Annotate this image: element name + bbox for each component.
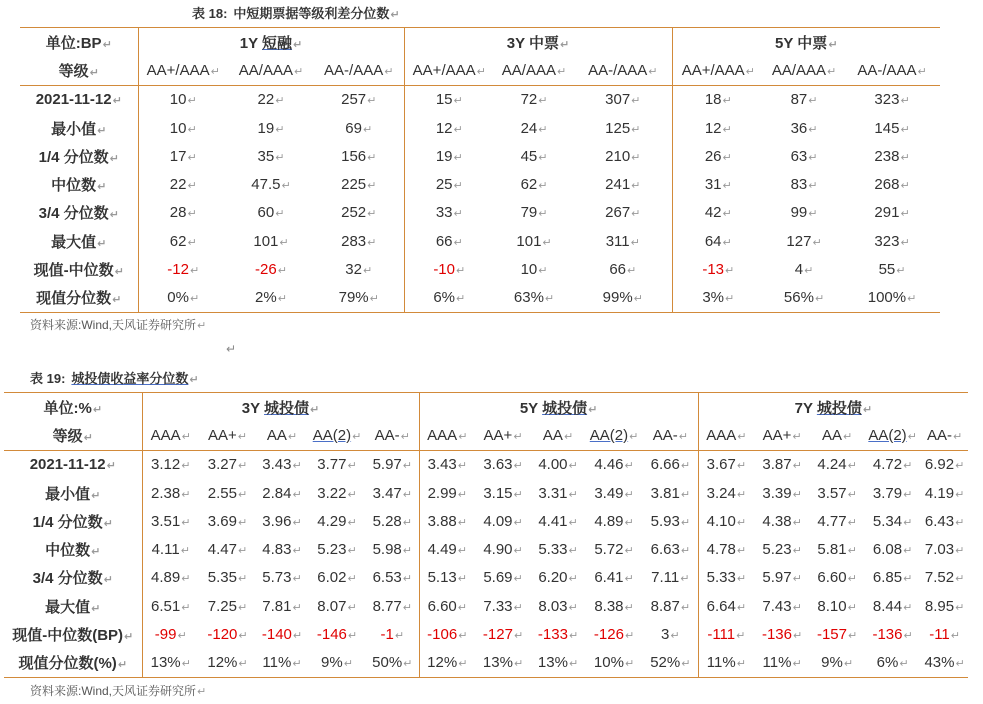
table18-cell: 69 ↵ (314, 114, 404, 142)
table19-cell: 9% ↵ (810, 649, 864, 678)
table18-row-label: 现值-中位数 ↵ (20, 255, 138, 283)
table18-cell: 323 ↵ (844, 85, 940, 114)
table18-cell: 241 ↵ (574, 170, 672, 198)
table19-subheader: AAA ↵ (142, 421, 199, 450)
table19-cell: 9% ↵ (308, 649, 366, 678)
table19-cell: 3.87 ↵ (754, 450, 810, 479)
table19-cell: 4.83 ↵ (256, 535, 308, 563)
table18-cell: 125 ↵ (574, 114, 672, 142)
table19-cell: 4.09 ↵ (475, 507, 531, 535)
table19-cell: 5.73 ↵ (256, 564, 308, 592)
table18-subheader: AA/AAA ↵ (494, 56, 574, 85)
table19-cell: -126 ↵ (585, 620, 643, 648)
table18-row (20, 85, 940, 114)
table18-cell: 101 ↵ (228, 227, 314, 255)
table19-cell: 4.78 ↵ (698, 535, 754, 563)
table19-group-7y: 7Y 城投债 ↵ (698, 393, 968, 422)
table19-cell: -99 ↵ (142, 620, 199, 648)
table19-cell: 4.19 ↵ (921, 479, 968, 507)
table19-cell: 6.08 ↵ (864, 535, 921, 563)
table19-cell: 4.89 ↵ (142, 564, 199, 592)
table19-subheader: AA ↵ (256, 421, 308, 450)
table18-cell: 127 ↵ (764, 227, 844, 255)
table19-subheader: AA(2) ↵ (864, 421, 921, 450)
table19-cell: 10% ↵ (585, 649, 643, 678)
table19-cell: 7.52 ↵ (921, 564, 968, 592)
table19-cell: 4.72 ↵ (864, 450, 921, 479)
table19-row (4, 535, 968, 563)
table18-cell: 12 ↵ (672, 114, 764, 142)
table19-cell: -106 ↵ (419, 620, 475, 648)
table19-cell: 6.53 ↵ (366, 564, 419, 592)
table19-cell: 5.34 ↵ (864, 507, 921, 535)
table18-row-label: 最小值 ↵ (20, 114, 138, 142)
table19-cell: 5.33 ↵ (531, 535, 585, 563)
table19-cell: 2.84 ↵ (256, 479, 308, 507)
table19-row-label: 3/4 分位数 ↵ (4, 564, 142, 592)
table18-cell: 225 ↵ (314, 170, 404, 198)
table19-grade-label: 等级 ↵ (4, 421, 142, 450)
table18-row-label: 现值分位数 ↵ (20, 284, 138, 313)
table19-cell: 52% ↵ (643, 649, 698, 678)
table19-cell: 4.41 ↵ (531, 507, 585, 535)
table18-cell: 19 ↵ (228, 114, 314, 142)
table19-cell: 3.43 ↵ (256, 450, 308, 479)
table19-row (4, 592, 968, 620)
table19-cell: 13% ↵ (475, 649, 531, 678)
table18-cell: 42 ↵ (672, 199, 764, 227)
table19-cell: 5.97 ↵ (754, 564, 810, 592)
table19-cell: -136 ↵ (754, 620, 810, 648)
table18-row (20, 255, 940, 283)
table19-cell: 8.87 ↵ (643, 592, 698, 620)
table18-cell: 252 ↵ (314, 199, 404, 227)
table19-cell: 6.60 ↵ (810, 564, 864, 592)
table18-group-5y: 5Y 中票 ↵ (672, 28, 940, 57)
table18-cell: 55 ↵ (844, 255, 940, 283)
table19-row-label: 2021-11-12 ↵ (4, 450, 142, 479)
table18-cell: 47.5 ↵ (228, 170, 314, 198)
table19-cell: 5.72 ↵ (585, 535, 643, 563)
table19-cell: 4.46 ↵ (585, 450, 643, 479)
table18-cell: -10 ↵ (404, 255, 494, 283)
table19-row-label: 现值-中位数(BP) ↵ (4, 620, 142, 648)
table19-cell: 8.03 ↵ (531, 592, 585, 620)
table18-row (20, 199, 940, 227)
table19-cell: 7.03 ↵ (921, 535, 968, 563)
table19-subheader-row (4, 421, 968, 450)
table18-cell: 6% ↵ (404, 284, 494, 313)
table19-cell: 6.85 ↵ (864, 564, 921, 592)
table19-cell: 3.81 ↵ (643, 479, 698, 507)
table18-cell: -26 ↵ (228, 255, 314, 283)
table18-cell: 79 ↵ (494, 199, 574, 227)
table19-cell: 6.51 ↵ (142, 592, 199, 620)
table18-cell: 60 ↵ (228, 199, 314, 227)
table18-caption (192, 3, 400, 22)
table19-cell: 4.90 ↵ (475, 535, 531, 563)
table18-caption-title: 中短期票据等级利差分位数 (233, 6, 390, 21)
table19-cell: 3.47 ↵ (366, 479, 419, 507)
table19-cell: 3.31 ↵ (531, 479, 585, 507)
table19-cell: 5.23 ↵ (308, 535, 366, 563)
table19-cell: 11% ↵ (754, 649, 810, 678)
table19-cell: -127 ↵ (475, 620, 531, 648)
table19-cell: 6.66 ↵ (643, 450, 698, 479)
table19-cell: 5.93 ↵ (643, 507, 698, 535)
table18-group-3y: 3Y 中票 ↵ (404, 28, 672, 57)
table19-cell: 2.55 ↵ (199, 479, 256, 507)
table19-cell: 5.23 ↵ (754, 535, 810, 563)
table18-cell: 56% ↵ (764, 284, 844, 313)
table19-row (4, 649, 968, 678)
table19-cell: 3.12 ↵ (142, 450, 199, 479)
table18-cell: 87 ↵ (764, 85, 844, 114)
table19-cell: 11% ↵ (698, 649, 754, 678)
table19-subheader: AA(2) ↵ (585, 421, 643, 450)
table19-subheader: AA- ↵ (643, 421, 698, 450)
table19-cell: 5.33 ↵ (698, 564, 754, 592)
table19-cell: 8.38 ↵ (585, 592, 643, 620)
table18-row-label: 2021-11-12 ↵ (20, 85, 138, 114)
table18-subheader: AA-/AAA ↵ (844, 56, 940, 85)
table18-row (20, 227, 940, 255)
table18-subheader: AA/AAA ↵ (764, 56, 844, 85)
table19-cell: 8.10 ↵ (810, 592, 864, 620)
table18 (20, 27, 940, 313)
table19-cell: 6% ↵ (864, 649, 921, 678)
table19-subheader: AA(2) ↵ (308, 421, 366, 450)
table19-cell: 4.00 ↵ (531, 450, 585, 479)
table18-cell: 17 ↵ (138, 142, 228, 170)
table18-cell: 24 ↵ (494, 114, 574, 142)
table19-row-label: 中位数 ↵ (4, 535, 142, 563)
table18-cell: 12 ↵ (404, 114, 494, 142)
table19-row (4, 450, 968, 479)
table19-subheader: AA+ ↵ (754, 421, 810, 450)
table18-row (20, 284, 940, 313)
table19-cell: 4.11 ↵ (142, 535, 199, 563)
table19-row-label: 最小值 ↵ (4, 479, 142, 507)
table19-cell: 2.99 ↵ (419, 479, 475, 507)
table19-cell: 13% ↵ (142, 649, 199, 678)
table19-subheader: AAA ↵ (698, 421, 754, 450)
table19-caption-number: 表 19: (30, 371, 66, 386)
table18-cell: 28 ↵ (138, 199, 228, 227)
table19-group-header-row (4, 393, 968, 422)
table18-subheader-row (20, 56, 940, 85)
table18-subheader: AA/AAA ↵ (228, 56, 314, 85)
table19-cell: 3.67 ↵ (698, 450, 754, 479)
table19-cell: 7.43 ↵ (754, 592, 810, 620)
table19-cell: -133 ↵ (531, 620, 585, 648)
table19-cell: 6.20 ↵ (531, 564, 585, 592)
table18-cell: 33 ↵ (404, 199, 494, 227)
table18-cell: 10 ↵ (138, 114, 228, 142)
table19-cell: 5.28 ↵ (366, 507, 419, 535)
table18-row-label: 最大值 ↵ (20, 227, 138, 255)
table18-subheader: AA-/AAA ↵ (574, 56, 672, 85)
table18-cell: 22 ↵ (138, 170, 228, 198)
table18-cell: -13 ↵ (672, 255, 764, 283)
table19-cell: 11% ↵ (256, 649, 308, 678)
table19-cell: 7.81 ↵ (256, 592, 308, 620)
table19-row-label: 最大值 ↵ (4, 592, 142, 620)
table19-cell: 3.27 ↵ (199, 450, 256, 479)
table19-cell: 3.79 ↵ (864, 479, 921, 507)
table18-cell: 268 ↵ (844, 170, 940, 198)
table18-cell: 267 ↵ (574, 199, 672, 227)
table18-cell: 145 ↵ (844, 114, 940, 142)
table19-cell: 6.63 ↵ (643, 535, 698, 563)
table19-row-label: 1/4 分位数 ↵ (4, 507, 142, 535)
table19-cell: 6.02 ↵ (308, 564, 366, 592)
table19-cell: 3.43 ↵ (419, 450, 475, 479)
table19-cell: 3.22 ↵ (308, 479, 366, 507)
table19-cell: 7.33 ↵ (475, 592, 531, 620)
table18-cell: 10 ↵ (494, 255, 574, 283)
table19-cell: 4.77 ↵ (810, 507, 864, 535)
table18-cell: 32 ↵ (314, 255, 404, 283)
table19-cell: 3.88 ↵ (419, 507, 475, 535)
table19-cell: -146 ↵ (308, 620, 366, 648)
table18-cell: 257 ↵ (314, 85, 404, 114)
table19-row (4, 507, 968, 535)
table19-cell: 3.63 ↵ (475, 450, 531, 479)
table19-cell: -136 ↵ (864, 620, 921, 648)
table18-row (20, 114, 940, 142)
table19-group-5y: 5Y 城投债 ↵ (419, 393, 698, 422)
table18-cell: 291 ↵ (844, 199, 940, 227)
table19-cell: 2.38 ↵ (142, 479, 199, 507)
table18-cell: 83 ↵ (764, 170, 844, 198)
table19-cell: -140 ↵ (256, 620, 308, 648)
table19-cell: 8.07 ↵ (308, 592, 366, 620)
table19-cell: 43% ↵ (921, 649, 968, 678)
table19-cell: 6.43 ↵ (921, 507, 968, 535)
table18-cell: 210 ↵ (574, 142, 672, 170)
table18-cell: 156 ↵ (314, 142, 404, 170)
table18-group-1y: 1Y 短融 ↵ (138, 28, 404, 57)
table18-cell: -12 ↵ (138, 255, 228, 283)
table18-cell: 66 ↵ (404, 227, 494, 255)
table19-cell: 3.69 ↵ (199, 507, 256, 535)
table19-cell: 6.41 ↵ (585, 564, 643, 592)
table18-row-label: 1/4 分位数 ↵ (20, 142, 138, 170)
table18-cell: 2% ↵ (228, 284, 314, 313)
table18-cell: 22 ↵ (228, 85, 314, 114)
table18-row-label: 中位数 ↵ (20, 170, 138, 198)
table18-cell: 323 ↵ (844, 227, 940, 255)
table19-cell: 3.57 ↵ (810, 479, 864, 507)
table19-cell: 6.64 ↵ (698, 592, 754, 620)
table18-cell: 15 ↵ (404, 85, 494, 114)
table19-subheader: AA- ↵ (366, 421, 419, 450)
table19-cell: 8.44 ↵ (864, 592, 921, 620)
table19-cell: 13% ↵ (531, 649, 585, 678)
table18-cell: 99 ↵ (764, 199, 844, 227)
table18-cell: 99% ↵ (574, 284, 672, 313)
table18-cell: 45 ↵ (494, 142, 574, 170)
table18-cell: 64 ↵ (672, 227, 764, 255)
table19-cell: 3.49 ↵ (585, 479, 643, 507)
table19-cell: 12% ↵ (199, 649, 256, 678)
table18-source: 资料来源:Wind,天风证券研究所 ↵ (30, 316, 206, 333)
table19-cell: -111 ↵ (698, 620, 754, 648)
table19-cell: 3.24 ↵ (698, 479, 754, 507)
table19-cell: -11 ↵ (921, 620, 968, 648)
table19-caption-title: 城投债收益率分位数 (71, 371, 189, 386)
table19-cell: 50% ↵ (366, 649, 419, 678)
table19-cell: 5.98 ↵ (366, 535, 419, 563)
table19-cell: 3.96 ↵ (256, 507, 308, 535)
table18-cell: 66 ↵ (574, 255, 672, 283)
table19-cell: 6.60 ↵ (419, 592, 475, 620)
table18-cell: 31 ↵ (672, 170, 764, 198)
table19-cell: 5.97 ↵ (366, 450, 419, 479)
table18-cell: 25 ↵ (404, 170, 494, 198)
table18-group-header-row (20, 28, 940, 57)
table18-row (20, 170, 940, 198)
table19-cell: 4.24 ↵ (810, 450, 864, 479)
table19-subheader: AA ↵ (810, 421, 864, 450)
paragraph-mark: ↵ (226, 342, 237, 356)
table18-cell: 19 ↵ (404, 142, 494, 170)
table19-cell: 5.35 ↵ (199, 564, 256, 592)
table19-subheader: AA- ↵ (921, 421, 968, 450)
table19-row (4, 620, 968, 648)
table19-cell: 5.69 ↵ (475, 564, 531, 592)
table19-cell: -120 ↵ (199, 620, 256, 648)
table19-cell: 3 ↵ (643, 620, 698, 648)
table19 (4, 392, 968, 678)
table19-cell: 4.10 ↵ (698, 507, 754, 535)
table19-cell: 3.15 ↵ (475, 479, 531, 507)
table19-cell: 3.51 ↵ (142, 507, 199, 535)
table18-cell: 3% ↵ (672, 284, 764, 313)
table18-cell: 238 ↵ (844, 142, 940, 170)
table18-row (20, 142, 940, 170)
table18-caption-number: 表 18: (192, 6, 228, 21)
table19-subheader: AA+ ↵ (475, 421, 531, 450)
table18-cell: 101 ↵ (494, 227, 574, 255)
table19-row-label: 现值分位数(%) ↵ (4, 649, 142, 678)
table19-row (4, 564, 968, 592)
table19-cell: 4.49 ↵ (419, 535, 475, 563)
table19-cell: 7.11 ↵ (643, 564, 698, 592)
table19-cell: 5.13 ↵ (419, 564, 475, 592)
table19-subheader: AA+ ↵ (199, 421, 256, 450)
table18-cell: 307 ↵ (574, 85, 672, 114)
table19-caption (30, 368, 199, 387)
table18-subheader: AA-/AAA ↵ (314, 56, 404, 85)
table19-unit-label: 单位:% ↵ (4, 393, 142, 422)
table19-cell: 4.38 ↵ (754, 507, 810, 535)
table18-cell: 26 ↵ (672, 142, 764, 170)
table18-subheader: AA+/AAA ↵ (404, 56, 494, 85)
table18-subheader: AA+/AAA ↵ (672, 56, 764, 85)
table19-cell: 5.81 ↵ (810, 535, 864, 563)
table18-cell: 4 ↵ (764, 255, 844, 283)
table19-cell: 3.77 ↵ (308, 450, 366, 479)
table18-cell: 79% ↵ (314, 284, 404, 313)
table18-row-label: 3/4 分位数 ↵ (20, 199, 138, 227)
table19-cell: 8.95 ↵ (921, 592, 968, 620)
table18-grade-label: 等级 ↵ (20, 56, 138, 85)
table18-cell: 63% ↵ (494, 284, 574, 313)
table19-subheader: AAA ↵ (419, 421, 475, 450)
table19-cell: 4.89 ↵ (585, 507, 643, 535)
table19-cell: 6.92 ↵ (921, 450, 968, 479)
table19-cell: -1 ↵ (366, 620, 419, 648)
table18-cell: 283 ↵ (314, 227, 404, 255)
table18-unit-label: 单位:BP ↵ (20, 28, 138, 57)
table18-subheader: AA+/AAA ↵ (138, 56, 228, 85)
table19-group-3y: 3Y 城投债 ↵ (142, 393, 419, 422)
table18-cell: 0% ↵ (138, 284, 228, 313)
table18-cell: 36 ↵ (764, 114, 844, 142)
table19-cell: 3.39 ↵ (754, 479, 810, 507)
table18-cell: 18 ↵ (672, 85, 764, 114)
table19-subheader: AA ↵ (531, 421, 585, 450)
table19-row (4, 479, 968, 507)
table18-cell: 62 ↵ (138, 227, 228, 255)
table18-cell: 63 ↵ (764, 142, 844, 170)
table18-cell: 72 ↵ (494, 85, 574, 114)
table19-cell: 4.47 ↵ (199, 535, 256, 563)
table19-cell: 4.29 ↵ (308, 507, 366, 535)
table19-source: 资料来源:Wind,天风证券研究所 ↵ (30, 682, 206, 699)
table18-cell: 62 ↵ (494, 170, 574, 198)
table19-cell: 7.25 ↵ (199, 592, 256, 620)
table18-cell: 35 ↵ (228, 142, 314, 170)
table19-cell: 8.77 ↵ (366, 592, 419, 620)
table19-cell: 12% ↵ (419, 649, 475, 678)
table18-cell: 311 ↵ (574, 227, 672, 255)
table19-cell: -157 ↵ (810, 620, 864, 648)
table18-cell: 10 ↵ (138, 85, 228, 114)
table18-cell: 100% ↵ (844, 284, 940, 313)
